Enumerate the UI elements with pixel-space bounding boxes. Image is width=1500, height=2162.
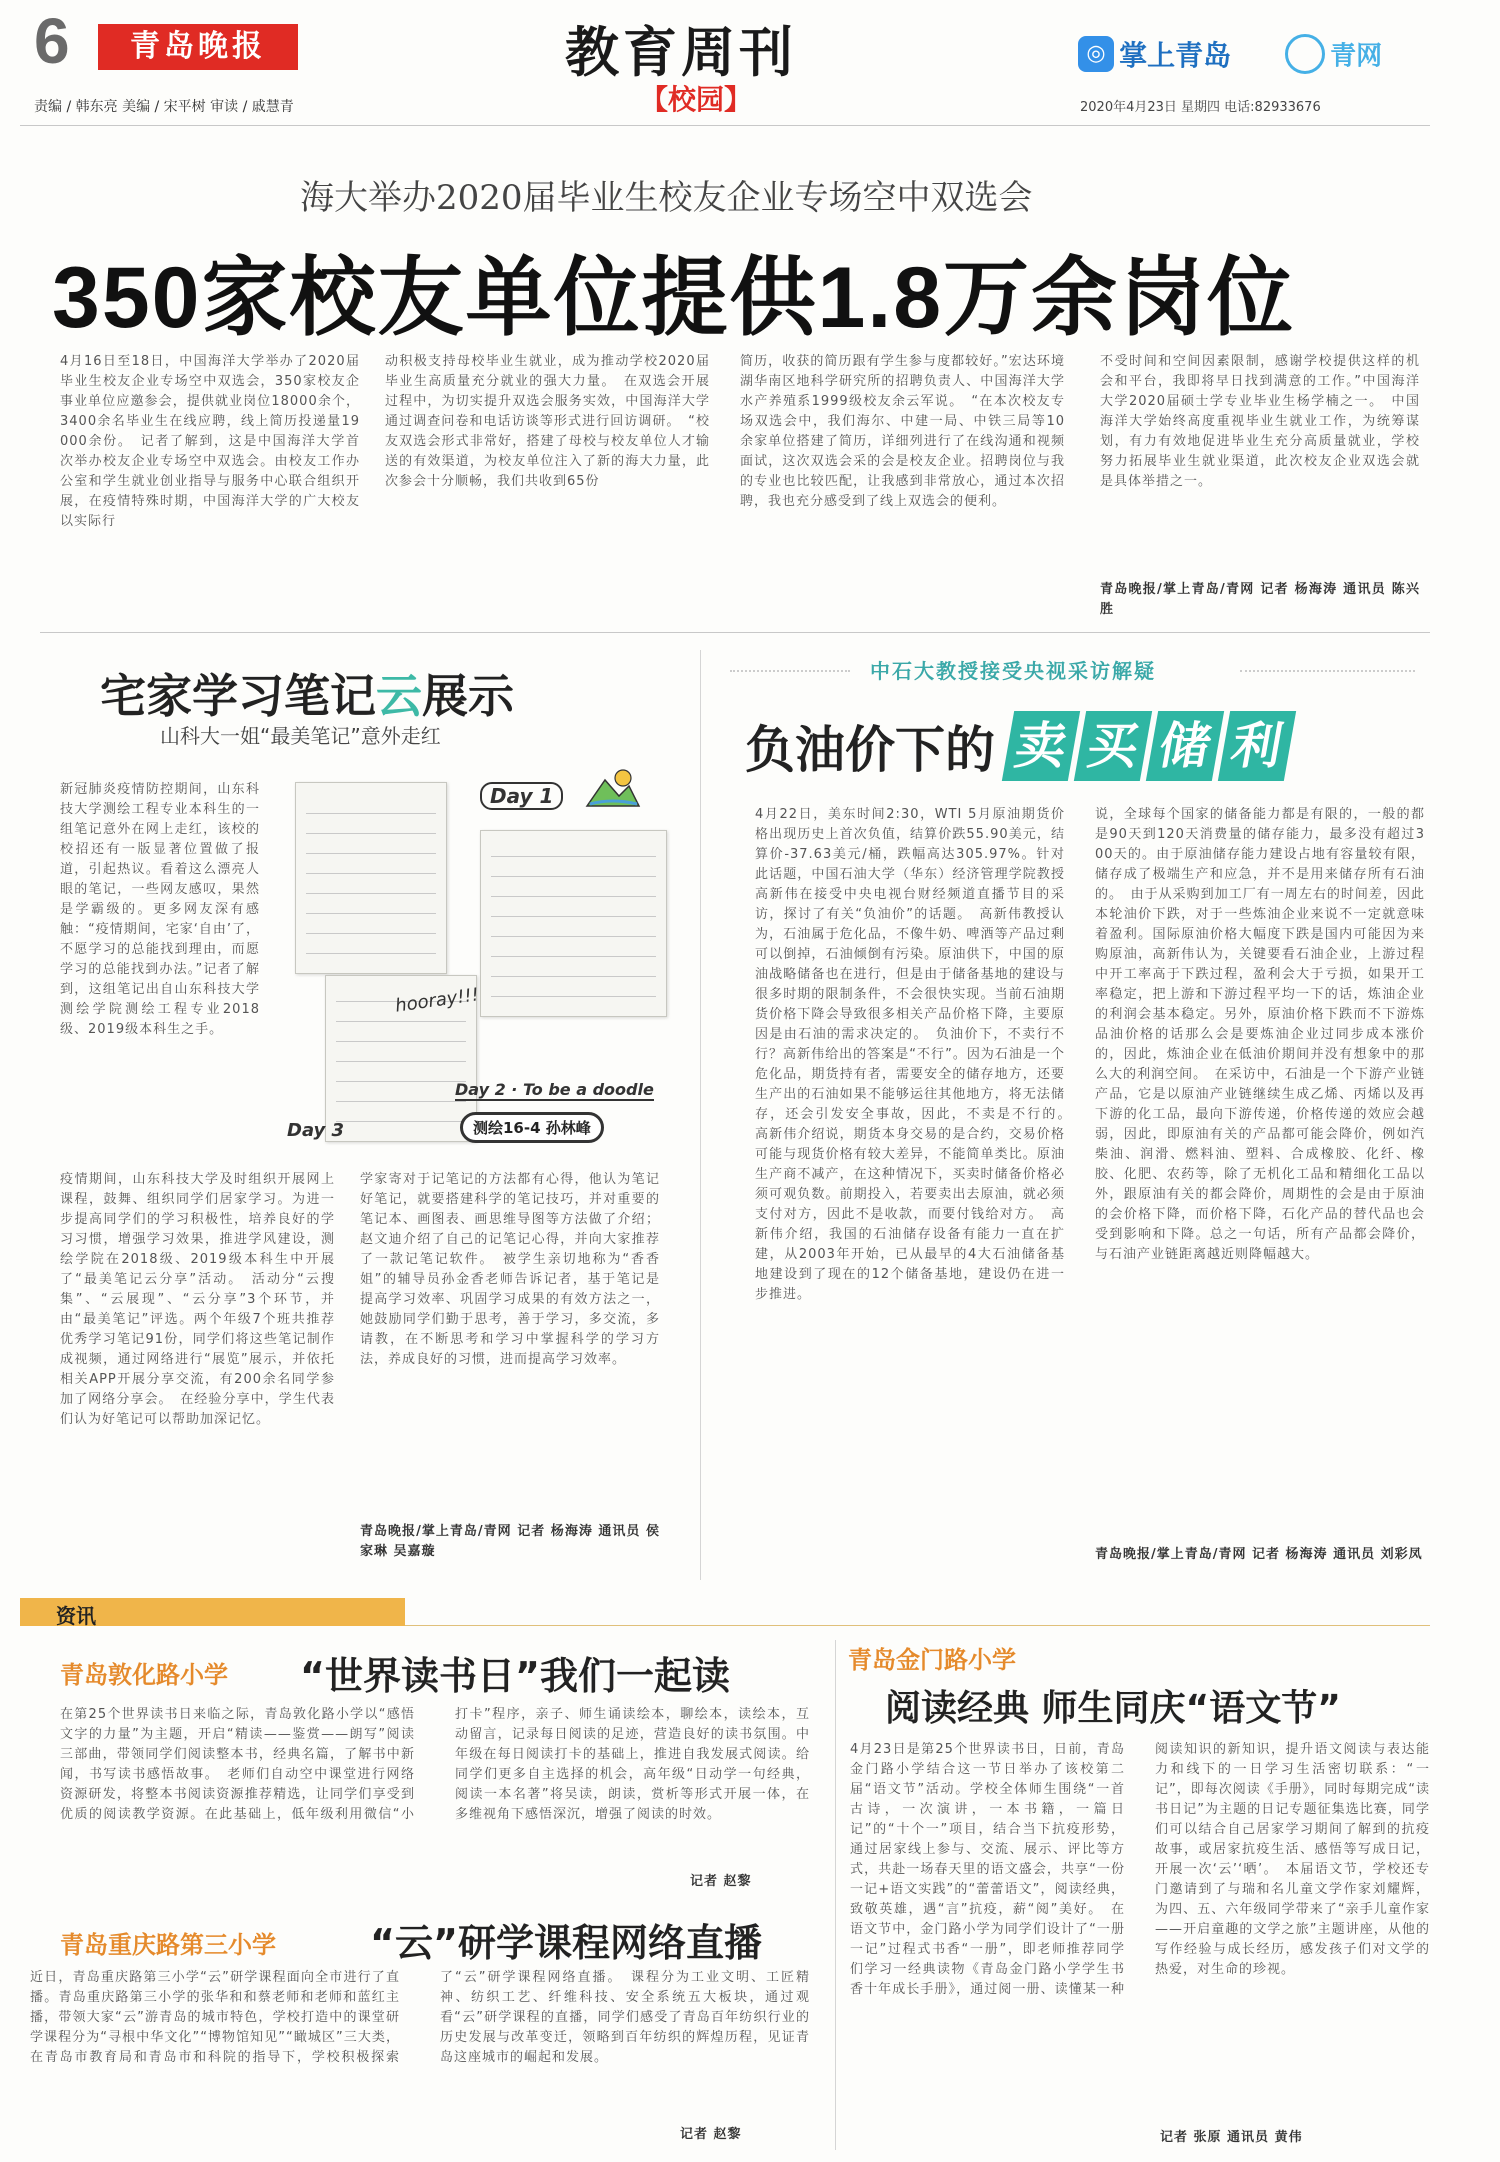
story1-author: 记者 赵黎 — [690, 1874, 752, 1889]
masthead — [0, 0, 1500, 125]
oil-headline: 负油价下的 卖 买 储 利 — [745, 710, 1290, 782]
story3-title: 阅读经典 师生同庆“语文节” — [885, 1688, 1341, 1729]
lead-headline: 350家校友单位提供1.8万余岗位 — [52, 250, 1296, 346]
lead-divider — [40, 632, 1430, 633]
story2-text: 近日，青岛重庆路第三小学“云”研学课程面向全市进行了直播。青岛重庆路第三小学的张华和和蔡老师和老师和蓝红主播，带领大家“云”游青岛的城市特色，学校打造中的课堂研学课程分为“寻根中华文化”“博物馆知见”“瞰城区”三大类，在青岛市教育局和青岛市和科院的指导下，学校积极探索了“云”研学课程网络直播。 课程分为工业文明、工匠精神、纺织工艺、纤维科技、安全系统五大板块，通过观看“云”研学课程的直播，同学们感受了青岛百年纺织行业的历史发展与改革变迁，领略到百年纺织的辉煌历程，见证青岛这座城市的崛起和发展。 — [30, 1970, 810, 2065]
oil-column-1: 4月22日，美东时间2:30，WTI 5月原油期货价格出现历史上首次负值，结算价跌55.90美元，结算价-37.63美元/桶，跌幅高达305.97%。针对此话题，中国石油大学（华东）经济管理学院教授高新伟在接受中央电视台财经频道直播节目的采访，探讨了有关“负油价”的话题。 高新伟教授认为，石油属于危化品，不像牛奶、啤酒等产品过剩可以倒掉，石油倾倒有污染。原油供下，中国的原油战略储备也在进行，但是由于储备基地的建设与很多时期的限制条件，不会很快实现。当前石油期货价格下降会导致很多相关产品价格下降，主要原因是由石油的需求决定的。 负油价下，不卖行不行？高新伟给出的答案是“不行”。因为石油是一个危化品，期货持有者，需要安全的储存地方，还要生产出的石油如果不能够运往其他地方，将无法储存，还会引发安全事故，因此，不卖是不行的。 高新伟介绍说，期货本身交易的是合约，交易价格可能与现货价格有较大差异，不能简单类比。原油生产商不减产，在这种情况下，买卖时储备价格必须可观负数。前期投入，若要卖出去原油，就必须支付对方，因此不是收款，而要付钱给对方。 高新伟介绍，我国的石油储存设备有能力一直在扩建，从2003年开始，已从最早的4大石油储备基地建设到了现在的12个储备基地，建设仍在进一步推进。 — [755, 807, 1080, 1302]
oil-column-2: 说，全球每个国家的储备能力都是有限的，一般的都是90天到120天消费量的储存能力，最多没有超过300天的。由于原油储存能力建设占地有容量较有限，储存成了极端生产和应急，并不是用来储存所有石油的。 由于从采购到加工厂有一周左右的时间差，因此本轮油价下跌，对于一些炼油企业来说不一定就意味着盈利。国际原油价格大幅度下跌是国内可能因为来购原油，高新伟认为，关键要看石油企业，上游过程中开工率高于下跌过程，盈利会大于亏损，如果开工率稳定，把上游和下游过程平均一下的话，炼油企业的利润会基本稳定。另外，原油价格下跌而不下游炼品油价格的话那么会是要炼油企业过同步成本涨价的，因此，炼油企业在低油价期间并没有想象中的那么大的利润空间。 在采访中，石油是一个下游产业链产品，它是以原油产业链继续生成乙烯、丙烯以及再下游的化工品，最向下游传递，价格传递的效应会越弱，因此，即原油有关的产品都可能会降价，例如汽柴油、润滑、燃料油、塑料、合成橡胶、化纤、橡胶、化肥、农药等，除了无机化工品和精细化工品以外，跟原油有关的都会降价，周期性的会是由于原油的会价格下降，而价格下降，石化产品的替代品也会受到影响和下降。总之一句话，所有产品都会降价，与石油产业链距离越近则降幅越大。 — [1095, 807, 1425, 1262]
note-stamp: 测绘16-4 孙林峰 — [460, 1112, 604, 1143]
note-label-hooray: hooray!!! — [393, 984, 481, 1017]
story3-author: 记者 张原 通讯员 黄伟 — [1160, 2130, 1303, 2145]
notes-headline: 宅家学习笔记云展示 — [100, 669, 514, 723]
oil-kicker: 中石大教授接受央视采访解疑 — [870, 659, 1156, 683]
notes-byline: 青岛晚报/掌上青岛/青网 记者 杨海涛 通讯员 侯家琳 吴嘉璇 — [360, 1524, 660, 1559]
story3-text: 4月23日是第25个世界读书日，日前，青岛金门路小学结合这一节日举办了该校第二届“语文节”活动。学校全体师生围绕“一首古诗，一次演讲，一本书籍，一篇日记”的“十个一”项目，结合当下抗疫形势，通过居家线上参与、交流、展示、评比等方式，共赴一场春天里的语文盛会，共享“一份一记+语文实践”的“蕾蕾语文”，阅读经典，致敬英雄，遇“言”抗疫，薪“阅”美好。 在语文节中，金门路小学为同学们设计了“一册一记”过程式书香“一册”，即老师推荐同学们学习一经典读物《青岛金门路小学学生书香十年成长手册》，通过阅一册、读懂某一种阅读知识的新知识，提升语文阅读与表达能力和线下的一日学习生活密切联系：“一记”，即每次阅读《手册》，同时每期完成“读书日记”为主题的日记专题征集选比赛，同学们可以结合自己居家学习期间了解到的抗疫故事，或居家抗疫生活、感悟等写成日记，开展一次‘云’‘晒’。 本届语文节，学校还专门邀请到了与瑞和名儿童文学作家刘耀辉，为四、五、六年级同学带来了“亲手儿童作家——开启童趣的文学之旅”主题讲座，从他的写作经验与成长经历，感发孩子们对文学的热爱，对生命的珍视。 — [850, 1742, 1430, 1997]
oil-hl-2: 买 — [1074, 711, 1152, 781]
note-page-2 — [480, 830, 667, 1017]
note-label-day3: Day 3 — [287, 1120, 345, 1141]
section-subtitle: 【校园】 — [640, 83, 753, 116]
date-line: 2020年4月23日 星期四 电话:82933676 — [1080, 100, 1321, 115]
lead-kicker: 海大举办2020届毕业生校友企业专场空中双选会 — [300, 178, 1033, 218]
lead-column-1: 4月16日至18日，中国海洋大学举办了2020届毕业生校友企业专场空中双选会，350家校友企事业单位应邀参会，提供就业岗位18000余个，3400余名毕业生在线应聘，线上简历投递量19000余份。 记者了解到，这是中国海洋大学首次举办校友企业专场空中双选会。由校友工作办公室和学生就业创业指导与服务中心联合组织开展，在疫情特殊时期，中国海洋大学的广大校友以实际行 — [60, 354, 360, 529]
credits: 责编 / 韩东亮 美编 / 宋平树 审读 / 戚慧青 — [34, 99, 294, 115]
app-icon: ◎ — [1078, 36, 1114, 72]
story1-school: 青岛敦化路小学 — [60, 1661, 228, 1689]
notes-subhead: 山科大一姐“最美笔记”意外走红 — [160, 724, 441, 748]
lead-column-4: 不受时间和空间因素限制，感谢学校提供这样的机会和平台，我即将早日找到满意的工作。”中国海洋大学2020届硕士学专业毕业生杨学楠之一。 中国海洋大学始终高度重视毕业生就业工作，为统筹谋划，有力有效地促进毕业生充分高质量就业，学校努力拓展毕业生就业渠道，此次校友企业双选会就是具体举措之一。 — [1100, 354, 1420, 489]
lead-column-2: 动积极支持母校毕业生就业，成为推动学校2020届毕业生高质量充分就业的强大力量。 在双选会开展过程中，为切实提升双选会服务实效，中国海洋大学通过调查问卷和电话访谈等形式进行回访调研。 “校友双选会形式非常好，搭建了母校与校友单位人才输送的有效渠道，为校友单位注入了新的海大力量，此次参会十分顺畅，我们共收到65份 — [385, 354, 710, 489]
story2-title: “云”研学课程网络直播 — [370, 1921, 762, 1965]
story1-title: “世界读书日”我们一起读 — [300, 1654, 730, 1698]
news-divider — [405, 1625, 1430, 1626]
note-label-day2: Day 2 · To be a doodle — [455, 1080, 654, 1099]
story2-author: 记者 赵黎 — [680, 2127, 742, 2142]
notes-column-1b: 疫情期间，山东科技大学及时组织开展网上课程，鼓舞、组织同学们居家学习。为进一步提高同学们的学习积极性，培养良好的学习习惯，增强学习效果，推进学风建设，测绘学院在2018级、2019级本科生中开展了“最美笔记云分享”活动。 活动分“云搜集”、“云展现”、“云分享”3个环节，并由“最美笔记”评选。两个年级7个班共推荐优秀学习笔记91份，同学们将这些笔记制作成视频，通过网络进行“展览”展示，并依托相关APP开展分享交流，有200余名同学参加了网络分享会。 在经验分享中，学生代表们认为好笔记可以帮助加深记忆。 — [60, 1172, 335, 1427]
oil-kicker-line-right — [1240, 670, 1415, 672]
oil-hl-1: 卖 — [1002, 711, 1080, 781]
news-section-label: 资讯 — [56, 1604, 96, 1628]
oil-kicker-line-left — [730, 670, 850, 672]
note-page-1 — [295, 782, 447, 974]
sun-doodle — [585, 768, 640, 808]
lead-column-3: 简历，收获的简历跟有学生参与度都较好。”宏达环境湖华南区地科学研究所的招聘负责人、中国海洋大学水产养殖系1999级校友余云军说。 “在本次校友专场双选会中，我们海尔、中建一局、中铁三局等10余家单位搭建了简历，详细列进行了在线沟通和视频面试，这次双选会采的会是校友企业。招聘岗位与我的专业也比较匹配，让我感到非常放心，通过本次招聘，我也充分感受到了线上双选会的便利。 — [740, 354, 1065, 509]
notes-photo — [285, 760, 680, 1160]
notes-column-2b: 学家寄对于记笔记的方法都有心得，他认为笔记好笔记，就要搭建科学的笔记技巧，并对重要的笔记本、画图表、画思维导图等方法做了介绍；赵文迪介绍了自己的记笔记心得，并向大家推荐了一款记笔记软件。 被学生亲切地称为“香香姐”的辅导员孙金香老师告诉记者，基于笔记是提高学习效率、巩固学习成果的有效方法之一，她鼓励同学们勤于思考，善于学习，多交流，多请教，在不断思考和学习中掌握科学的学习方法，养成良好的习惯，进而提高学习效率。 — [360, 1172, 660, 1367]
oil-hl-4: 利 — [1218, 711, 1296, 781]
site-logo: 青网 — [1285, 34, 1382, 74]
oil-byline: 青岛晚报/掌上青岛/青网 记者 杨海涛 通讯员 刘彩凤 — [1095, 1547, 1423, 1562]
story2-school: 青岛重庆路第三小学 — [60, 1931, 276, 1959]
story3-school: 青岛金门路小学 — [848, 1646, 1016, 1674]
site-icon — [1285, 34, 1325, 74]
oil-hl-3: 储 — [1146, 711, 1224, 781]
section-title: 教育周刊 — [565, 21, 797, 84]
news-column-divider — [835, 1640, 836, 2150]
news-section-bar — [20, 1598, 405, 1626]
paper-logo: 青岛晚报 — [98, 24, 298, 70]
column-divider — [700, 650, 701, 1580]
masthead-divider — [20, 125, 1430, 126]
story1-text: 在第25个世界读书日来临之际，青岛敦化路小学以“感悟文字的力量”为主题，开启“精读——鉴赏——朗写”阅读三部曲，带领同学们阅读整本书，经典名篇，了解书中新闻，书写读书感悟故事。 老师们自动空中课堂进行网络资源研发，将整本书阅读资源推荐精选，让同学们享受到优质的阅读教学资源。在此基础上，低年级利用微信“小打卡”程序，亲子、师生诵读绘本，聊绘本，读绘本，互动留言，记录每日阅读的足迹，营造良好的读书氛围。中年级在每日阅读打卡的基础上，推进自我发展式阅读。给同学们更多自主选择的机会，高年级“日动学一句经典，阅读一本名著”将吴读，朗读，赏析等形式开展一体，在多维视角下感悟深沉，增强了阅读的时效。 — [60, 1707, 810, 1822]
notes-column-1: 新冠肺炎疫情防控期间，山东科技大学测绘工程专业本科生的一组笔记意外在网上走红，该校的校招还有一版显著位置做了报道，引起热议。看着这么漂亮人眼的笔记，一些网友感叹，果然是学霸级的。更多网友深有感触：“疫情期间，宅家‘自由’了，不愿学习的总能找到理由，而愿学习的总能找到办法。”记者了解到，这组笔记出自山东科技大学测绘学院测绘工程专业2018级、2019级本科生之手。 — [60, 782, 260, 1037]
lead-byline: 青岛晚报/掌上青岛/青网 记者 杨海涛 通讯员 陈兴胜 — [1100, 582, 1420, 617]
page-number: 6 — [34, 5, 70, 77]
app-logo: ◎ 掌上青岛 — [1078, 34, 1231, 74]
note-label-day1: Day 1 — [480, 782, 563, 810]
